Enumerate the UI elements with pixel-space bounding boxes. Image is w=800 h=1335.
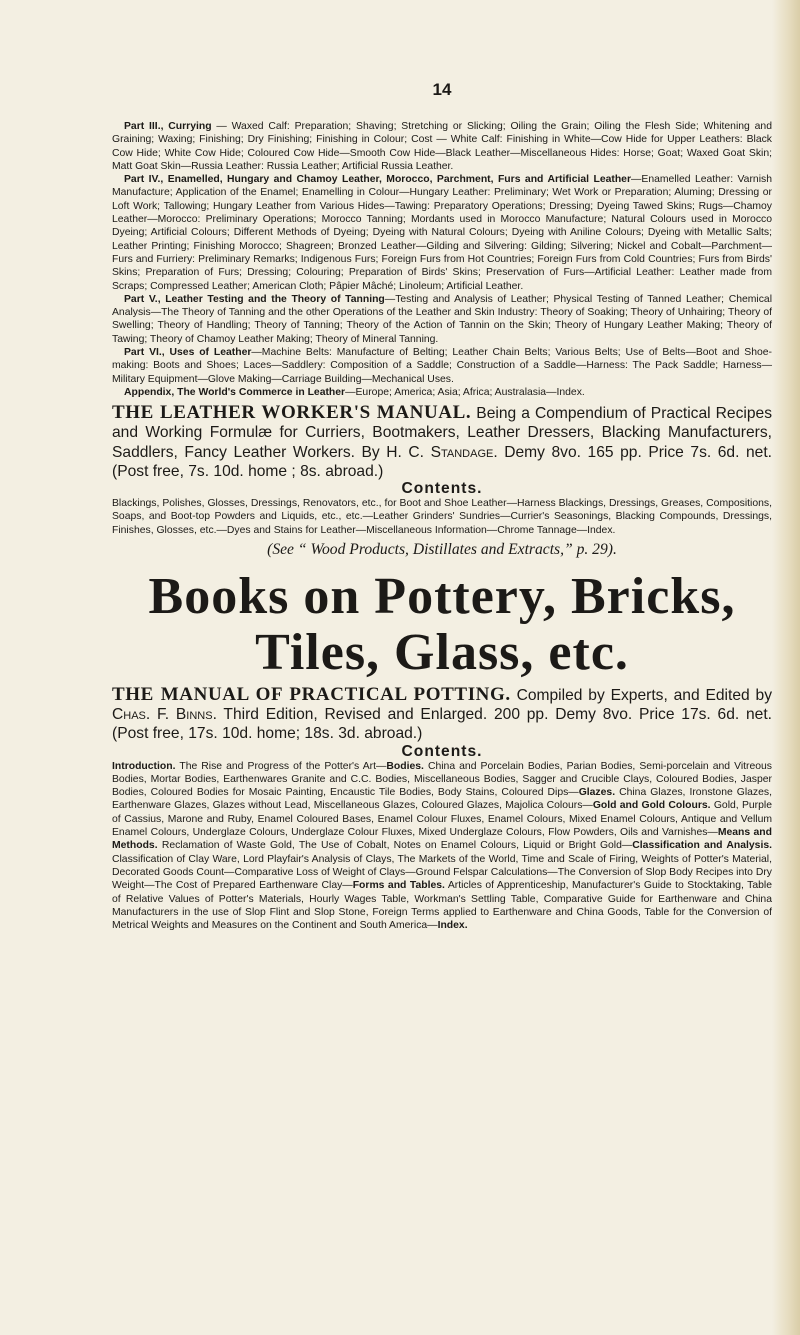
section-heading-line-1: Books on Pottery, Bricks, — [148, 567, 736, 625]
part-iii-text: — Waxed Calf: Preparation; Shaving; Stretching or Slicking; Oiling the Grain; Oiling the Flesh Side; Whitening and Graining; Waxing; Finishing; Dry Finishing; Finishing in Colour; Cost — White Calf: Finishing in White—Cow Hide for Upper Leathers: Black Cow Hide; White Cow Hide; Coloured Cow Hide—Smooth Cow Hide—Black Leather—Miscellaneous Hides: Horse; Goat; Waxed Goat Skin; Matt Goat Skin—Russia Leather: Russia Leather; Artificial Russia Leather. — [112, 121, 772, 172]
book-page — [112, 0, 772, 932]
leather-contents-heading: Contents. — [401, 480, 483, 498]
seg-heading-glazes: Glazes. — [578, 787, 616, 799]
leather-book-author: Standage — [430, 443, 494, 461]
seg-heading-gold: Gold and Gold Colours. — [592, 800, 711, 812]
pottery-book-desc-1: Compiled by Experts, and Edited by — [510, 686, 773, 704]
seg-text-bodies: China and Porcelain Bodies, Parian Bodies, Semi-porcelain and Vitreous Bodies, Mortar Bodies, Earthenwares Granite and C.C. Bodies, Miscellaneous Bodies, Sagger and Crucible Clays, Coloured Bodies, Jasper Bodies, Coloured Bodies for Mosaic Painting, Encaustic Tile Bodies, Body Stains, Coloured Dips— — [112, 760, 773, 799]
pottery-section-heading — [112, 569, 772, 681]
leather-book-desc-1: Being a Compendium of Practical Recipes and Working Formulæ for Curriers, Bootmakers, Leather Dressers, Blacking Manufacturers, Saddlers, Fancy Leather Workers. By H. C. — [112, 405, 772, 461]
see-title: Wood Products, Distillates and Extracts, — [310, 540, 564, 558]
seg-text-glazes: China Glazes, Ironstone Glazes, Earthenware Glazes, Glazes without Lead, Miscellaneous Glazes, Coloured Glazes, Majolica Colours— — [112, 787, 772, 812]
section-heading-line-2: Tiles, Glass, etc. — [255, 623, 629, 681]
part-v-text: —Testing and Analysis of Leather; Physical Testing of Tanned Leather; Chemical Analysis—The Theory of Tanning and the other Operations of the Leather and Skin Industry: Theory of Soaking; Theory of Unhairing; Theory of Swelling; Theory of Handling; Theory of Tanning; Theory of the Action of Tannin on the Skin; Theory of Hungary Leather Making; Theory of Tawing; Theory of Chamoy Leather Making; Theory of Mineral Tanning. — [112, 293, 773, 345]
see-suffix: ” p. 29). — [564, 540, 617, 558]
seg-heading-introduction: Introduction. — [112, 760, 176, 772]
pottery-book-title: THE MANUAL OF PRACTICAL POTTING. — [112, 683, 511, 705]
leather-contents-text: Blackings, Polishes, Glosses, Dressings, Renovators, etc., for Boot and Shoe Leather—Harness Blackings, Dressings, Greases, Compositions, Soaps, and Boot-top Powders and Liquids, etc., etc.—Leather Grinders' Sundries—Currier's Seasonings, Blacking Compounds, Dressings, Finishes, Glosses, etc.—Dyes and Stains for Leather—Miscellaneous Information—Chrome Tannage—Index. — [112, 498, 772, 536]
part-iii-paragraph — [112, 120, 772, 173]
leather-book-desc-2: . Demy 8vo. 165 pp. Price 7s. 6d. net. (Post free, 7s. 10d. home ; 8s. abroad.) — [112, 443, 772, 480]
part-vi-paragraph — [112, 346, 772, 386]
pottery-book-author: Chas. F. Binns — [112, 706, 213, 724]
seg-text-introduction: The Rise and Progress of the Potter's Art— — [175, 760, 387, 772]
see-prefix: (See “ — [267, 540, 311, 558]
seg-heading-means: Means and Methods. — [112, 827, 772, 852]
part-vi-text: —Machine Belts: Manufacture of Belting; Leather Chain Belts; Various Belts; Use of Belts—Boot and Shoe-making: Boots and Shoes; Laces—Saddlery: Composition of a Saddle; Construction of a Saddle—Harness: The Pack Saddle; Harness—Military Equipment—Glove Making—Carriage Building—Mechanical Uses. — [112, 347, 772, 385]
seg-heading-index: Index. — [437, 920, 468, 932]
pottery-book-desc-2: . Third Edition, Revised and Enlarged. 200 pp. Demy 8vo. Price 17s. 6d. net. (Post free, 17s. 10d. home; 18s. 3d. abroad.) — [112, 706, 773, 743]
page-edge-shading — [772, 0, 800, 1335]
appendix-text: —Europe; America; Asia; Africa; Australasia—Index. — [345, 386, 585, 398]
part-v-paragraph — [112, 293, 772, 346]
part-iv-heading: Part IV., Enamelled, Hungary and Chamoy Leather, Morocco, Parchment, Furs and Artificial Leather — [124, 174, 632, 186]
page-number: 14 — [432, 80, 452, 99]
seg-heading-bodies: Bodies. — [386, 760, 424, 772]
pottery-contents-text — [112, 760, 772, 933]
leather-book-entry — [112, 403, 772, 481]
part-iii-heading: Part III., Currying — [124, 121, 212, 132]
part-iv-paragraph — [112, 173, 772, 293]
pottery-contents-heading: Contents. — [401, 742, 483, 760]
seg-heading-forms: Forms and Tables. — [352, 880, 445, 892]
seg-heading-classification: Classification and Analysis. — [632, 840, 772, 852]
seg-text-gold: Gold, Purple of Cassius, Marone and Ruby, Enamel Coloured Bases, Enamel Colour Fluxes, Enamel Colours, Mixed Enamel Colours, Antique and Vellum Enamel Colours, Underglaze Colours, Underglaze Colour Fluxes, Mixed Underglaze Colours, Flow Powders, Oils and Varnishes— — [112, 800, 772, 839]
part-vi-heading: Part VI., Uses of Leather — [124, 347, 252, 359]
pottery-book-entry — [112, 685, 772, 744]
leather-book-title: THE LEATHER WORKER'S MANUAL. — [112, 402, 472, 424]
part-v-heading: Part V., Leather Testing and the Theory of Tanning — [124, 293, 385, 305]
appendix-paragraph — [112, 386, 772, 399]
seg-text-forms: Articles of Apprenticeship, Manufacturer's Guide to Stocktaking, Table of Relative Values of Potter's Materials, Hourly Wages Table, Workman's Settling Table, Comparative Guide for Earthenware and China Manufacturers in the use of Slop Flint and Slop Stone, Foreign Terms applied to Earthenware and China Goods, Table for the Conversion of Metrical Weights and Measures on the Continent and South America— — [112, 880, 772, 932]
seg-text-means: Reclamation of Waste Gold, The Use of Cobalt, Notes on Enamel Colours, Liquid or Bright Gold— — [157, 840, 633, 852]
leather-see-also — [112, 541, 772, 559]
part-iv-text: —Enamelled Leather: Varnish Manufacture; Application of the Enamel; Enamelling in Colour—Hungary Leather: Preliminary; Wet Work or Preparation; Aluming; Dressing or Loft Work; Tallowing; Hungary Leather from Various Hides—Tawing: Preparatory Operations; Dressing; Dyeing Tawed Skins; Rugs—Chamoy Leather—Morocco: Preliminary Operations; Morocco Tanning; Mordants used in Morocco Manufacture; Natural Colours used in Morocco Dyeing; Artificial Colours; Different Methods of Dyeing; Dyeing with Natural Colours; Dyeing with Aniline Colours; Dyeing with Metallic Salts; Leather Printing; Finishing Morocco; Shagreen; Bronzed Leather—Gilding and Silvering: Gilding; Silvering; Nickel and Cobalt—Parchment—Furs and Furriery: Preliminary Remarks; Indigenous Furs; Foreign Furs from Hot Countries; Foreign Furs from Cold Countries; Furs from Birds' Skins; Preparation of Furs; Dressing; Colouring; Preparation of Birds' Skins; Preservation of Furs—Artificial Leather: Leather made from Scraps; Compressed Leather; American Cloth; Pâpier Mâché; Linoleum; Artificial Leather. — [112, 174, 772, 292]
appendix-heading: Appendix, The World's Commerce in Leather — [124, 386, 346, 398]
seg-text-classification: Classification of Clay Ware, Lord Playfair's Analysis of Clays, The Markets of the World, Time and Scale of Firing, Weights of Potter's Material, Decorated Goods Count—Comparative Loss of Weight of Clays—Ground Felspar Calculations—The Conversion of Slop Body Recipes into Dry Weight—The Cost of Prepared Earthenware Clay— — [112, 853, 772, 892]
